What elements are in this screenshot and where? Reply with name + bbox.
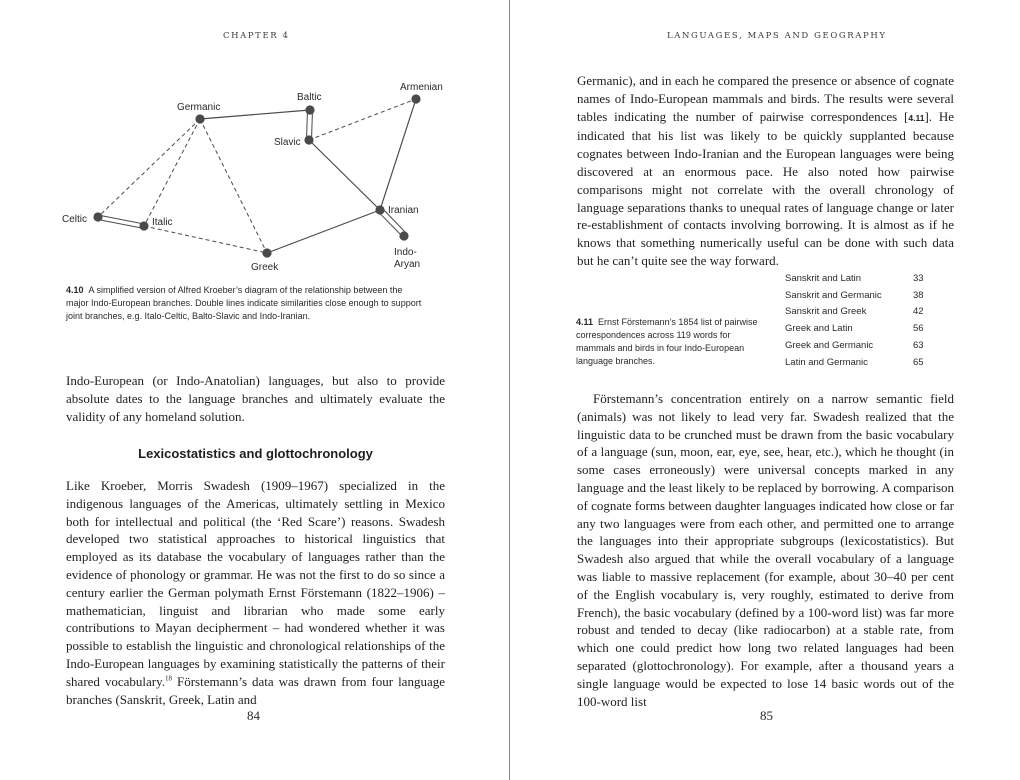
table-cell-pair: Sanskrit and Latin (785, 272, 862, 284)
right-paragraph-1-b: ]. He indicated that his list was likely to be quickly supplanted because cognates between Indo-Iranian and the European languages were being discovered at an enormous pace. He also noted how pairwise comparisons might not correlate with the overall chronology of language separations thanks to unequal rates of language change or later re-establishment of contacts involving borrowing. It is almost as if he knows that something numerically useful can be done with such data but he can’t quite see the way forward. (577, 108, 954, 268)
node-celtic (93, 212, 102, 221)
table-cell-count: 56 (913, 323, 924, 335)
label-celtic: Celtic (62, 214, 88, 225)
label-italic: Italic (152, 217, 173, 228)
node-indo-aryan (399, 231, 408, 240)
left-paragraph-2-end: Förstemann’s data was drawn from four language branches (Sanskrit, Greek, Latin and (66, 673, 445, 707)
table-cell-count: 65 (913, 356, 924, 368)
link-germanic-celtic (98, 119, 200, 217)
table-row (785, 304, 943, 321)
label-indo-aryan-line2: Aryan (394, 259, 421, 270)
right-page (510, 0, 1020, 780)
table-caption-number: 4.11 (576, 317, 594, 327)
running-head-right: LANGUAGES, MAPS AND GEOGRAPHY (667, 31, 887, 41)
table-cell-count: 42 (913, 306, 924, 318)
table-cell-pair: Greek and Latin (785, 323, 853, 335)
table-cell-pair: Greek and Germanic (785, 340, 874, 352)
label-armenian: Armenian (400, 82, 443, 93)
double-link-baltic-slavic-a (307, 110, 308, 140)
correspondence-table (785, 270, 943, 371)
left-page (0, 0, 509, 780)
label-germanic: Germanic (177, 102, 221, 113)
table-cell-count: 33 (913, 272, 924, 284)
double-link-celtic-italic-b (98, 220, 144, 229)
node-slavic (304, 135, 313, 144)
running-head-left: CHAPTER 4 (223, 31, 290, 41)
table-caption-4-11 (576, 316, 766, 368)
left-paragraph-2 (66, 477, 445, 708)
table-cell-pair: Latin and Germanic (785, 356, 868, 368)
node-iranian (375, 205, 384, 214)
table-row (785, 287, 943, 304)
table-cell-count: 63 (913, 340, 924, 352)
table-cell-count: 38 (913, 289, 924, 301)
link-slavic-iranian (309, 140, 380, 210)
node-greek (262, 248, 271, 257)
node-italic (139, 221, 148, 230)
link-slavic-armenian (309, 99, 416, 140)
label-indo-aryan-line1: Indo- (394, 247, 417, 258)
link-germanic-greek (200, 119, 267, 253)
link-greek-iranian (267, 210, 380, 253)
figure-caption-number: 4.10 (66, 285, 84, 295)
node-germanic (195, 114, 204, 123)
right-paragraph-1 (577, 72, 954, 270)
right-paragraph-2: Förstemann’s concentration entirely on a narrow semantic field (animals) was not likely to lead very far. Swadesh realized that the linguistic data to be crunched must be drawn from the basic vocabulary of a language (sun, moon, ear, eye, see, hear, etc.), which he thought (in some cases erroneously) were universal concepts marked in any language and the least likely to be replaced by borrowing. A comparison of cognate forms between daughter languages indicated how close or far any two languages were from each other, and permitted one to arrange the languages into their appropriate subgroups (lexicostatistics). But Swadesh also argued that while the overall vocabulary of a language was liable to massive replacement (for example, about 30–40 per cent of the English vocabulary is, very roughly, estimated to derive from French), the basic vocabulary (defined by a 100-word list) was far more robust and tended to decay (like radiocarbon) at a stable rate, from which one could predict how long two related languages had been separated (glottochronology). For example, after a thousand years a single language would be expected to lose 14 basic words out of the 100-word list (577, 391, 954, 709)
node-baltic (305, 105, 314, 114)
node-armenian (411, 94, 420, 103)
page-number-right: 85 (760, 708, 773, 723)
label-greek: Greek (251, 262, 279, 273)
link-germanic-italic (144, 119, 200, 226)
figure-caption-text: A simplified version of Alfred Kroeber’s diagram of the relationship between the major Indo-European branches. Double lines indicate similarities close enough to support joint branches, e.g. Italo-Celtic, Balto-Slavic and Indo-Iranian. (66, 285, 422, 321)
table-row (785, 320, 943, 337)
page-number-left: 84 (247, 708, 260, 723)
link-armenian-iranian (380, 99, 416, 210)
footnote-marker[interactable]: 18 (165, 674, 173, 683)
right-paragraph-1-a: Germanic), and in each he compared the presence or absence of cognate names of Indo-European mammals and birds. The results were several tables indicating the number of pairwise correspondences [ (577, 73, 954, 124)
left-paragraph-2-text: Like Kroeber, Morris Swadesh (1909–1967) specialized in the indigenous languages of the Americas, ultimately settling in Mexico both for intellectual and political (the ‘Red Scare’) reasons. Swadesh developed two statistical approaches to historical linguistics that employed as its database the vocabulary of languages rather than the evidence of phonology or grammar. He was not the first to do so since a century earlier the German polymath Ernst Förstemann (1822–1906) – mathematician, linguist and librarian who made some early contributions to Mayan decipherment – had wondered whether it was possible to establish the linguistic and chronological relationships of the Indo-European languages by examining statistically the patterns of their shared vocabulary. (66, 478, 445, 689)
double-link-celtic-italic-a (98, 215, 144, 224)
double-link-baltic-slavic-b (312, 110, 313, 140)
left-paragraph-1: Indo-European (or Indo-Anatolian) languages, but also to provide absolute dates to the language branches and ultimately evaluate the validity of any homeland solution. (66, 373, 445, 424)
figure-ref-4-11[interactable]: 4.11 (908, 112, 925, 123)
table-cell-pair: Sanskrit and Germanic (785, 289, 882, 301)
label-baltic: Baltic (297, 92, 322, 103)
table-row (785, 354, 943, 371)
table-caption-text: Ernst Förstemann’s 1854 list of pairwise correspondences across 119 words for mammals and birds in four Indo-European language branches. (576, 317, 758, 366)
figure-caption-4-10 (66, 284, 426, 323)
kroeber-diagram (55, 70, 443, 273)
table-row (785, 337, 943, 354)
label-slavic: Slavic (274, 137, 301, 148)
label-iranian: Iranian (388, 205, 419, 216)
table-row (785, 270, 943, 287)
table-cell-pair: Sanskrit and Greek (785, 306, 867, 318)
link-italic-greek (144, 226, 267, 253)
section-heading: Lexicostatistics and glottochronology (138, 446, 373, 461)
